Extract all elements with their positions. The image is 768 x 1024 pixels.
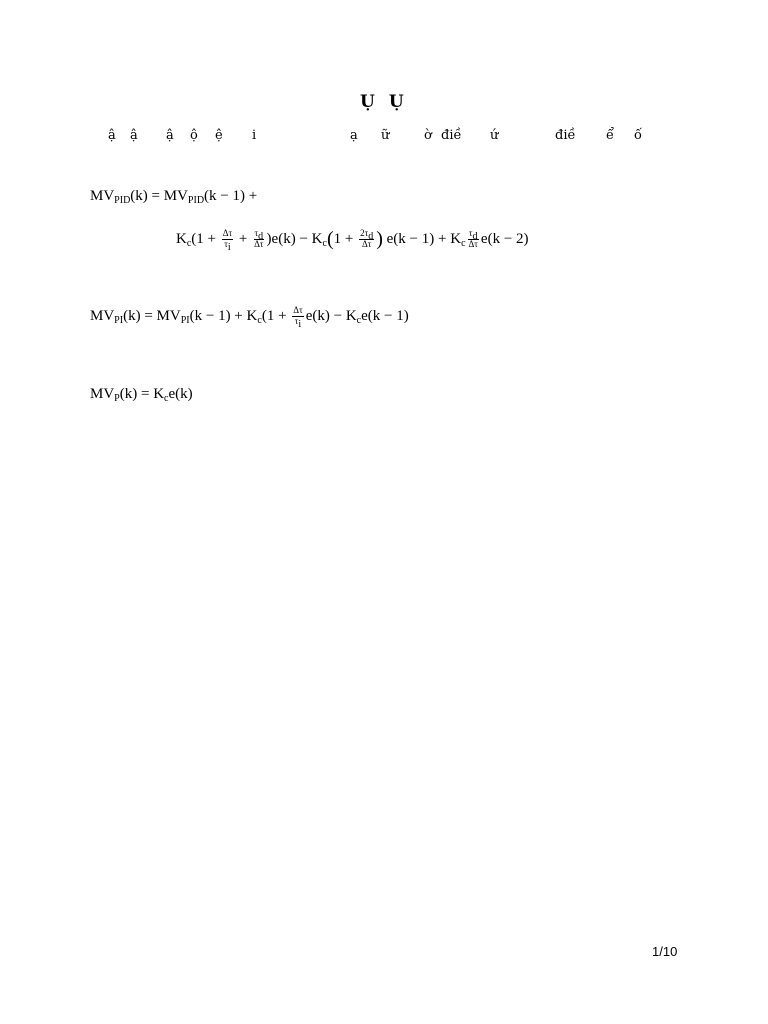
subtitle-fragment: i (252, 128, 257, 143)
fraction-taud-over-dtau: $\frac{\tau_d}{\Delta\tau}$ (254, 228, 264, 249)
subtitle-fragment: ờ (424, 128, 432, 143)
subtitle-fragment: điề (441, 128, 462, 143)
subtitle-fragment: ộ (190, 128, 198, 143)
page-number: 1/10 (652, 944, 678, 959)
fraction-dtau-over-taui: $\frac{\Delta\tau}{\tau_i}$ (222, 228, 233, 253)
pid-equation-line1: $MV_{PID}(k) = MV_{PID}(k - 1)$ + (90, 188, 258, 206)
p-equation: $MV_P(k) = K_ce(k)$ (90, 386, 193, 404)
subtitle-fragment: điề (555, 128, 576, 143)
fraction-dtau-over-taui: $\frac{\Delta\tau}{\tau_i}$ (293, 305, 303, 330)
pid-equation-line2: $K_c(1$ + $\frac{\Delta\tau}{\tau_i}$ + $\frac{\tau_d}{\Delta\tau}$ )$e(k) - K_c(1$ + $\frac{2\tau_d}{\Delta\tau}$ ) $e(k - 1) + K_c$ $\frac{\tau_d}{\Delta\tau}$ e(k − 2) (176, 228, 529, 253)
subtitle-fragment: ữ (381, 128, 390, 143)
fraction-2taud-over-dtau: $\frac{2\tau_d}{\Delta\tau}$ (360, 228, 374, 249)
subtitle-fragment: ậ (166, 128, 174, 143)
subtitle-fragment: ậ (130, 128, 138, 143)
title-char: Ụ (360, 92, 375, 112)
title-char: Ụ (388, 92, 404, 112)
subtitle-fragment: ạ (350, 128, 358, 143)
subtitle-fragment: ố (634, 128, 642, 143)
fraction-taud-over-dtau: $\frac{\tau_d}{\Delta\tau}$ (468, 228, 478, 249)
pi-equation: $MV_{PI}(k) = MV_{PI}(k - 1) + K_c(1$ + $\frac{\Delta\tau}{\tau_i}$ $e(k) - K_ce(k - 1)$ (90, 305, 409, 330)
subtitle-fragment: ể (606, 128, 614, 143)
subtitle-fragment: ứ (490, 128, 499, 143)
page-title (360, 92, 418, 112)
subtitle-fragment: ậ (108, 128, 116, 143)
subtitle-fragment: ệ (215, 128, 223, 143)
